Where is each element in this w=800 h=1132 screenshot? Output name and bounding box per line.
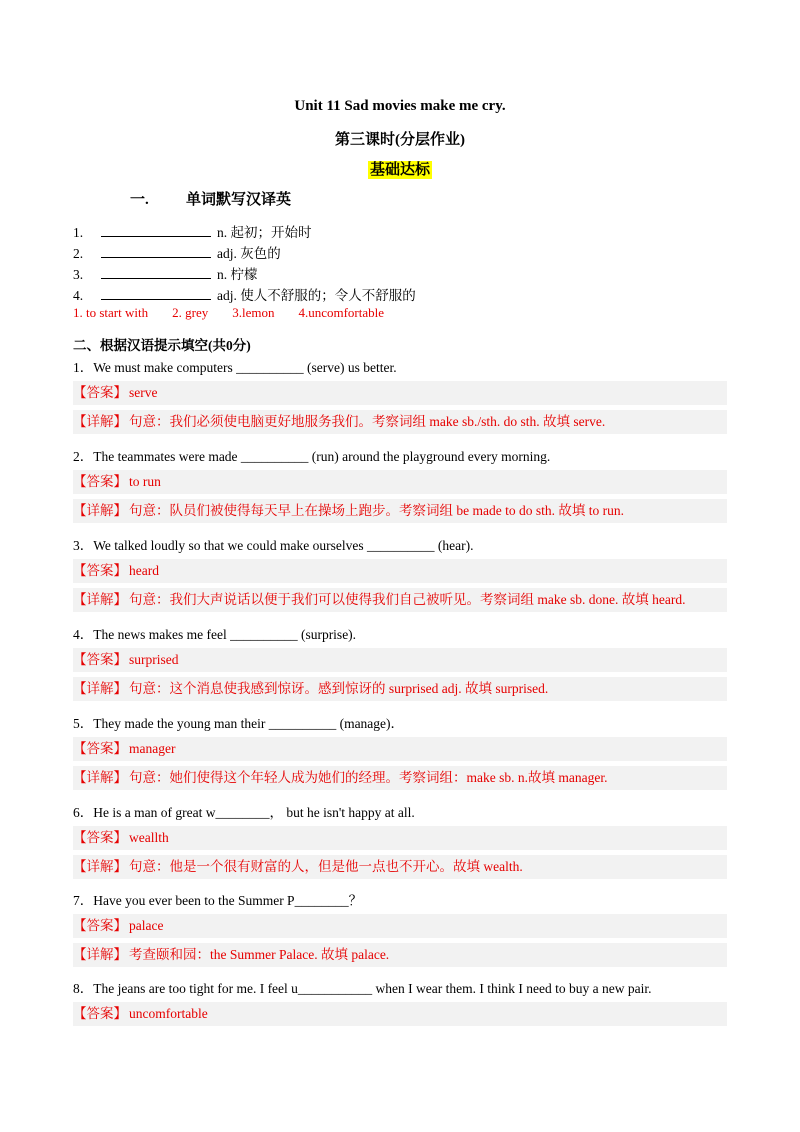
detail-row: 【详解】 句意：她们使得这个年轻人成为她们的经理。考察词组：make sb. n.故填 manager. [73,766,727,790]
vocab-item: 3. n. 柠檬 [73,267,258,282]
question-text: 1．We must make computers __________ (serve) us better. [73,360,397,375]
detail-row: 【详解】 句意：我们必须使电脑更好地服务我们。考察词组 make sb./sth. do sth. 故填 serve. [73,410,727,434]
answer-blank[interactable] [101,224,211,237]
question-text: 3．We talked loudly so that we could make ourselves __________ (hear). [73,538,474,553]
detail-row: 【详解】 句意：队员们被使得每天早上在操场上跑步。考察词组 be made to do sth. 故填 to run. [73,499,727,523]
section1-heading [130,188,291,209]
page-title: Unit 11 Sad movies make me cry. [294,98,506,114]
page-subtitle: 第三课时(分层作业) [335,132,465,148]
vocab-item: 2. adj. 灰色的 [73,246,281,261]
answer-row: 【答案】 weallth [73,826,727,850]
section1-number: 一. [130,192,149,208]
question-text: 2．The teammates were made __________ (run) around the playground every morning. [73,449,551,464]
vocab-item: 4. adj. 使人不舒服的；令人不舒服的 [73,288,416,303]
vocab-item: 1. n. 起初；开始时 [73,225,312,240]
answer-row: 【答案】 serve [73,381,727,405]
section1-title: 单词默写汉译英 [186,192,292,208]
section2-heading: 二、根据汉语提示填空(共0分) [73,338,251,353]
question-text: 7．Have you ever been to the Summer P________？ [73,893,363,908]
answer-row: 【答案】 manager [73,737,727,761]
detail-row: 【详解】 句意：这个消息使我感到惊讶。感到惊讶的 surprised adj. 故填 surprised. [73,677,727,701]
answer-row: 【答案】 surprised [73,648,727,672]
detail-row: 【详解】 考查颐和园：the Summer Palace. 故填 palace. [73,943,727,967]
section1-answers: 1. to start with 2. grey 3.lemon 4.uncomfortable [73,305,385,320]
answer-blank[interactable] [101,245,211,258]
detail-row: 【详解】 句意：我们大声说话以便于我们可以使得我们自己被听见。考察词组 make sb. done. 故填 heard. [73,588,727,612]
answer-blank[interactable] [101,287,211,300]
answer-row: 【答案】 uncomfortable [73,1002,727,1026]
question-text: 8．The jeans are too tight for me. I feel u___________ when I wear them. I think I need to buy a new pair. [73,981,652,996]
answer-row: 【答案】 heard [73,559,727,583]
question-text: 6．He is a man of great w________， but he isn't happy at all. [73,805,415,820]
detail-row: 【详解】 句意：他是一个很有财富的人，但是他一点也不开心。故填 wealth. [73,855,727,879]
answer-row: 【答案】 palace [73,914,727,938]
level-badge: 基础达标 [369,162,430,178]
question-text: 5．They made the young man their __________ (manage)． [73,716,405,731]
answer-blank[interactable] [101,266,211,279]
answer-row: 【答案】 to run [73,470,727,494]
question-text: 4．The news makes me feel __________ (surprise). [73,627,357,642]
